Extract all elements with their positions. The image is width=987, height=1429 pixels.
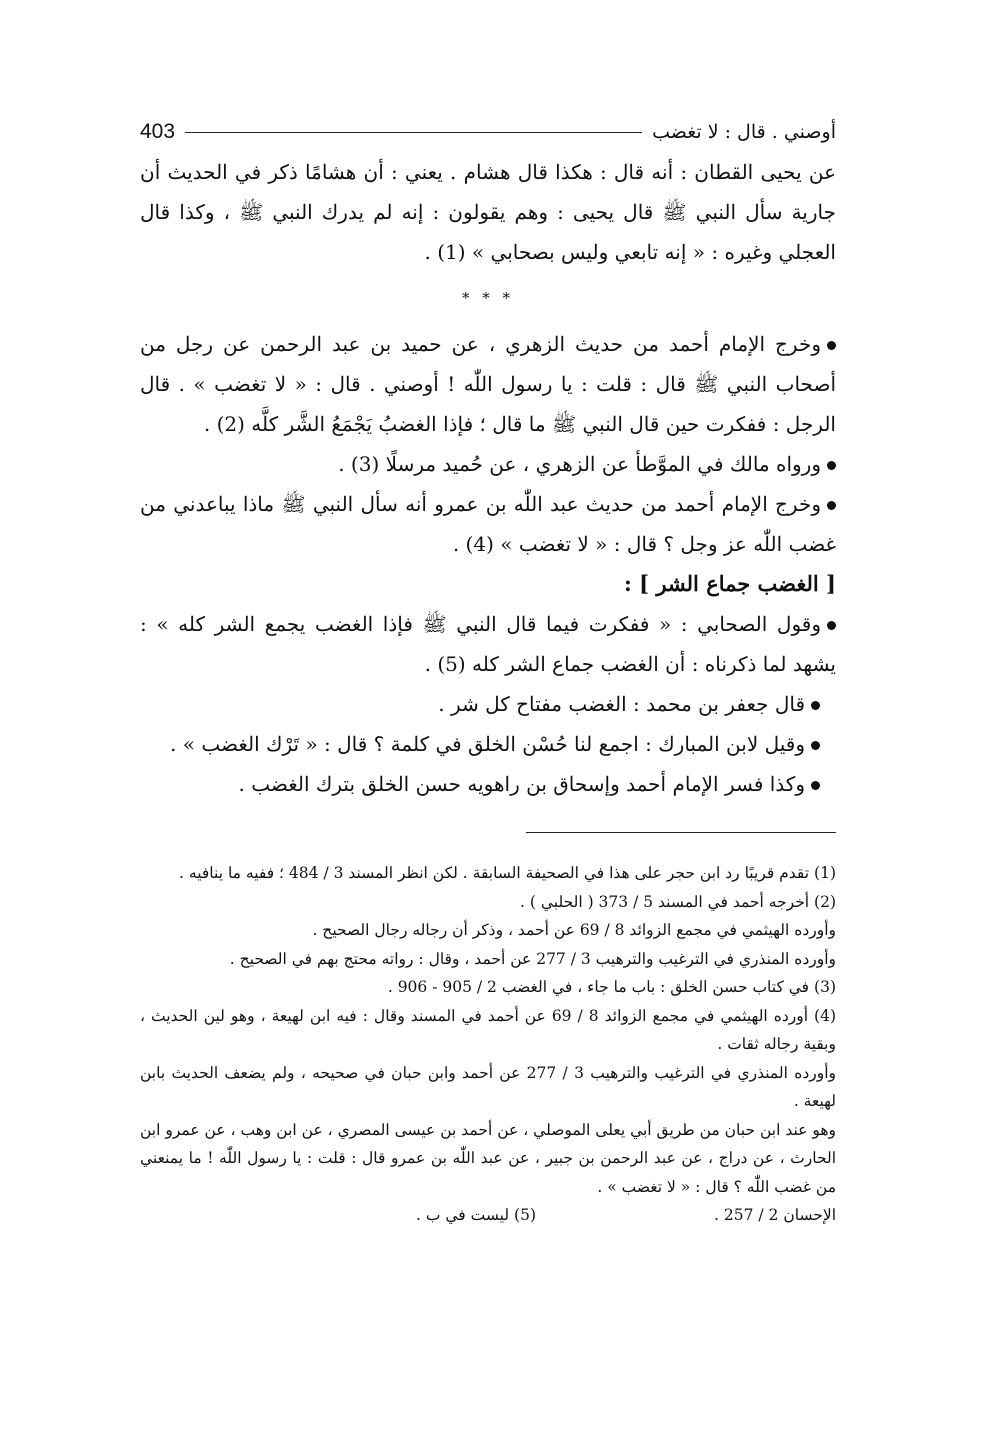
footnote-4-cont: وأورده المنذري في الترغيب والترهيب 3 / 277 عن أحمد وابن حبان في صحيحه ، ولم يضعف الحديث بابن لهيعة . — [140, 1063, 837, 1110]
running-title: أوصني . قال : لا تغضب — [652, 121, 836, 143]
footnote-3: (3) في كتاب حسن الخلق : باب ما جاء ، في الغضب 2 / 905 - 906 . — [387, 978, 836, 996]
bullet-icon — [827, 341, 836, 350]
bullet-icon — [811, 781, 820, 790]
book-page — [140, 112, 836, 1230]
paragraph-6: قال جعفر بن محمد : الغضب مفتاح كل شر . — [140, 684, 836, 724]
main-text — [140, 152, 836, 804]
paragraph-4: وخرج الإمام أحمد من حديث عبد اللّٰه بن عمرو أنه سأل النبي ﷺ ماذا يباعدني من غضب اللّٰه عز وجل ؟ قال : « لا تغضب » (4) . — [140, 492, 836, 556]
footnote-4: (4) أورده الهيثمي في مجمع الزوائد 8 / 69 عن أحمد في المسند وقال : فيه ابن لهيعة ، وهو لين الحديث ، وبقية رجاله ثقات . — [140, 1006, 837, 1053]
bullet-icon — [827, 501, 836, 510]
section-separator: * * * — [461, 289, 515, 307]
footnote-separator — [526, 832, 836, 833]
footnote-5: (5) ليست في ب . — [416, 1206, 536, 1224]
footnotes — [140, 859, 836, 1230]
section-heading: [ الغضب جماع الشر ] : — [624, 571, 836, 596]
paragraph-7: وقيل لابن المبارك : اجمع لنا حُسْن الخلق في كلمة ؟ قال : « تَرْك الغضب » . — [140, 724, 836, 764]
bullet-icon — [827, 461, 836, 470]
bullet-icon — [811, 701, 820, 710]
footnote-2-cont: وأورده الهيثمي في مجمع الزوائد 8 / 69 عن أحمد ، وذكر أن رجاله رجال الصحيح . — [312, 921, 836, 939]
footnote-2: (2) أخرجه أحمد في المسند 5 / 373 ( الحلبي ) . — [520, 892, 836, 911]
footnote-4-cont: وهو عند ابن حبان من طريق أبي يعلى الموصلي ، عن أحمد بن عيسى المصري ، عن ابن وهب ، عن عمرو ابن الحارث ، عن دراج ، عن عبد الرحمن بن جبير ، عن عبد اللّٰه بن عمرو قال : قلت : يا رسول اللّٰه ! ما يمنعني من غضب اللّٰه ؟ قال : « لا تغضب » . — [140, 1120, 836, 1196]
page-header — [140, 112, 836, 152]
header-rule — [185, 132, 642, 133]
paragraph-5: وقول الصحابي : « ففكرت فيما قال النبي ﷺ فإذا الغضب يجمع الشر كله » : يشهد لما ذكرناه : أن الغضب جماع الشر كله (5) . — [140, 612, 836, 676]
bullet-icon — [827, 621, 836, 630]
paragraph-1: عن يحيى القطان : أنه قال : هكذا قال هشام . يعني : أن هشامًا ذكر في الحديث أن جارية سأل النبي ﷺ قال يحيى : وهم يقولون : إنه لم يدرك النبي ﷺ ، وكذا قال العجلي وغيره : « إنه تابعي وليس بصحابي » (1) . — [140, 160, 836, 264]
footnote-2-cont: وأورده المنذري في الترغيب والترهيب 3 / 277 عن أحمد ، وقال : رواته محتج بهم في الصحيح . — [229, 949, 836, 968]
footnote-last-line — [140, 1201, 836, 1230]
footnote-1: (1) تقدم قريبًا رد ابن حجر على هذا في الصحيفة السابقة . لكن انظر المسند 3 / 484 ؛ ففيه ما ينافيه . — [179, 864, 836, 882]
paragraph-3: ورواه مالك في الموَّطأ عن الزهري ، عن حُميد مرسلًا (3) . — [140, 444, 836, 484]
paragraph-2: وخرج الإمام أحمد من حديث الزهري ، عن حميد بن عبد الرحمن عن رجل من أصحاب النبي ﷺ قال : قلت : يا رسول اللّٰه ! أوصني . قال : « لا تغضب » . قال الرجل : ففكرت حين قال النبي ﷺ ما قال ؛ فإذا الغضبُ يَجْمَعُ الشَّر كلَّه (2) . — [140, 332, 836, 436]
page-number: 403 — [140, 120, 176, 143]
paragraph-8: وكذا فسر الإمام أحمد وإسحاق بن راهويه حسن الخلق بترك الغضب . — [140, 764, 836, 804]
bullet-icon — [811, 741, 820, 750]
footnote-4-end: الإحسان 2 / 257 . — [714, 1206, 836, 1224]
